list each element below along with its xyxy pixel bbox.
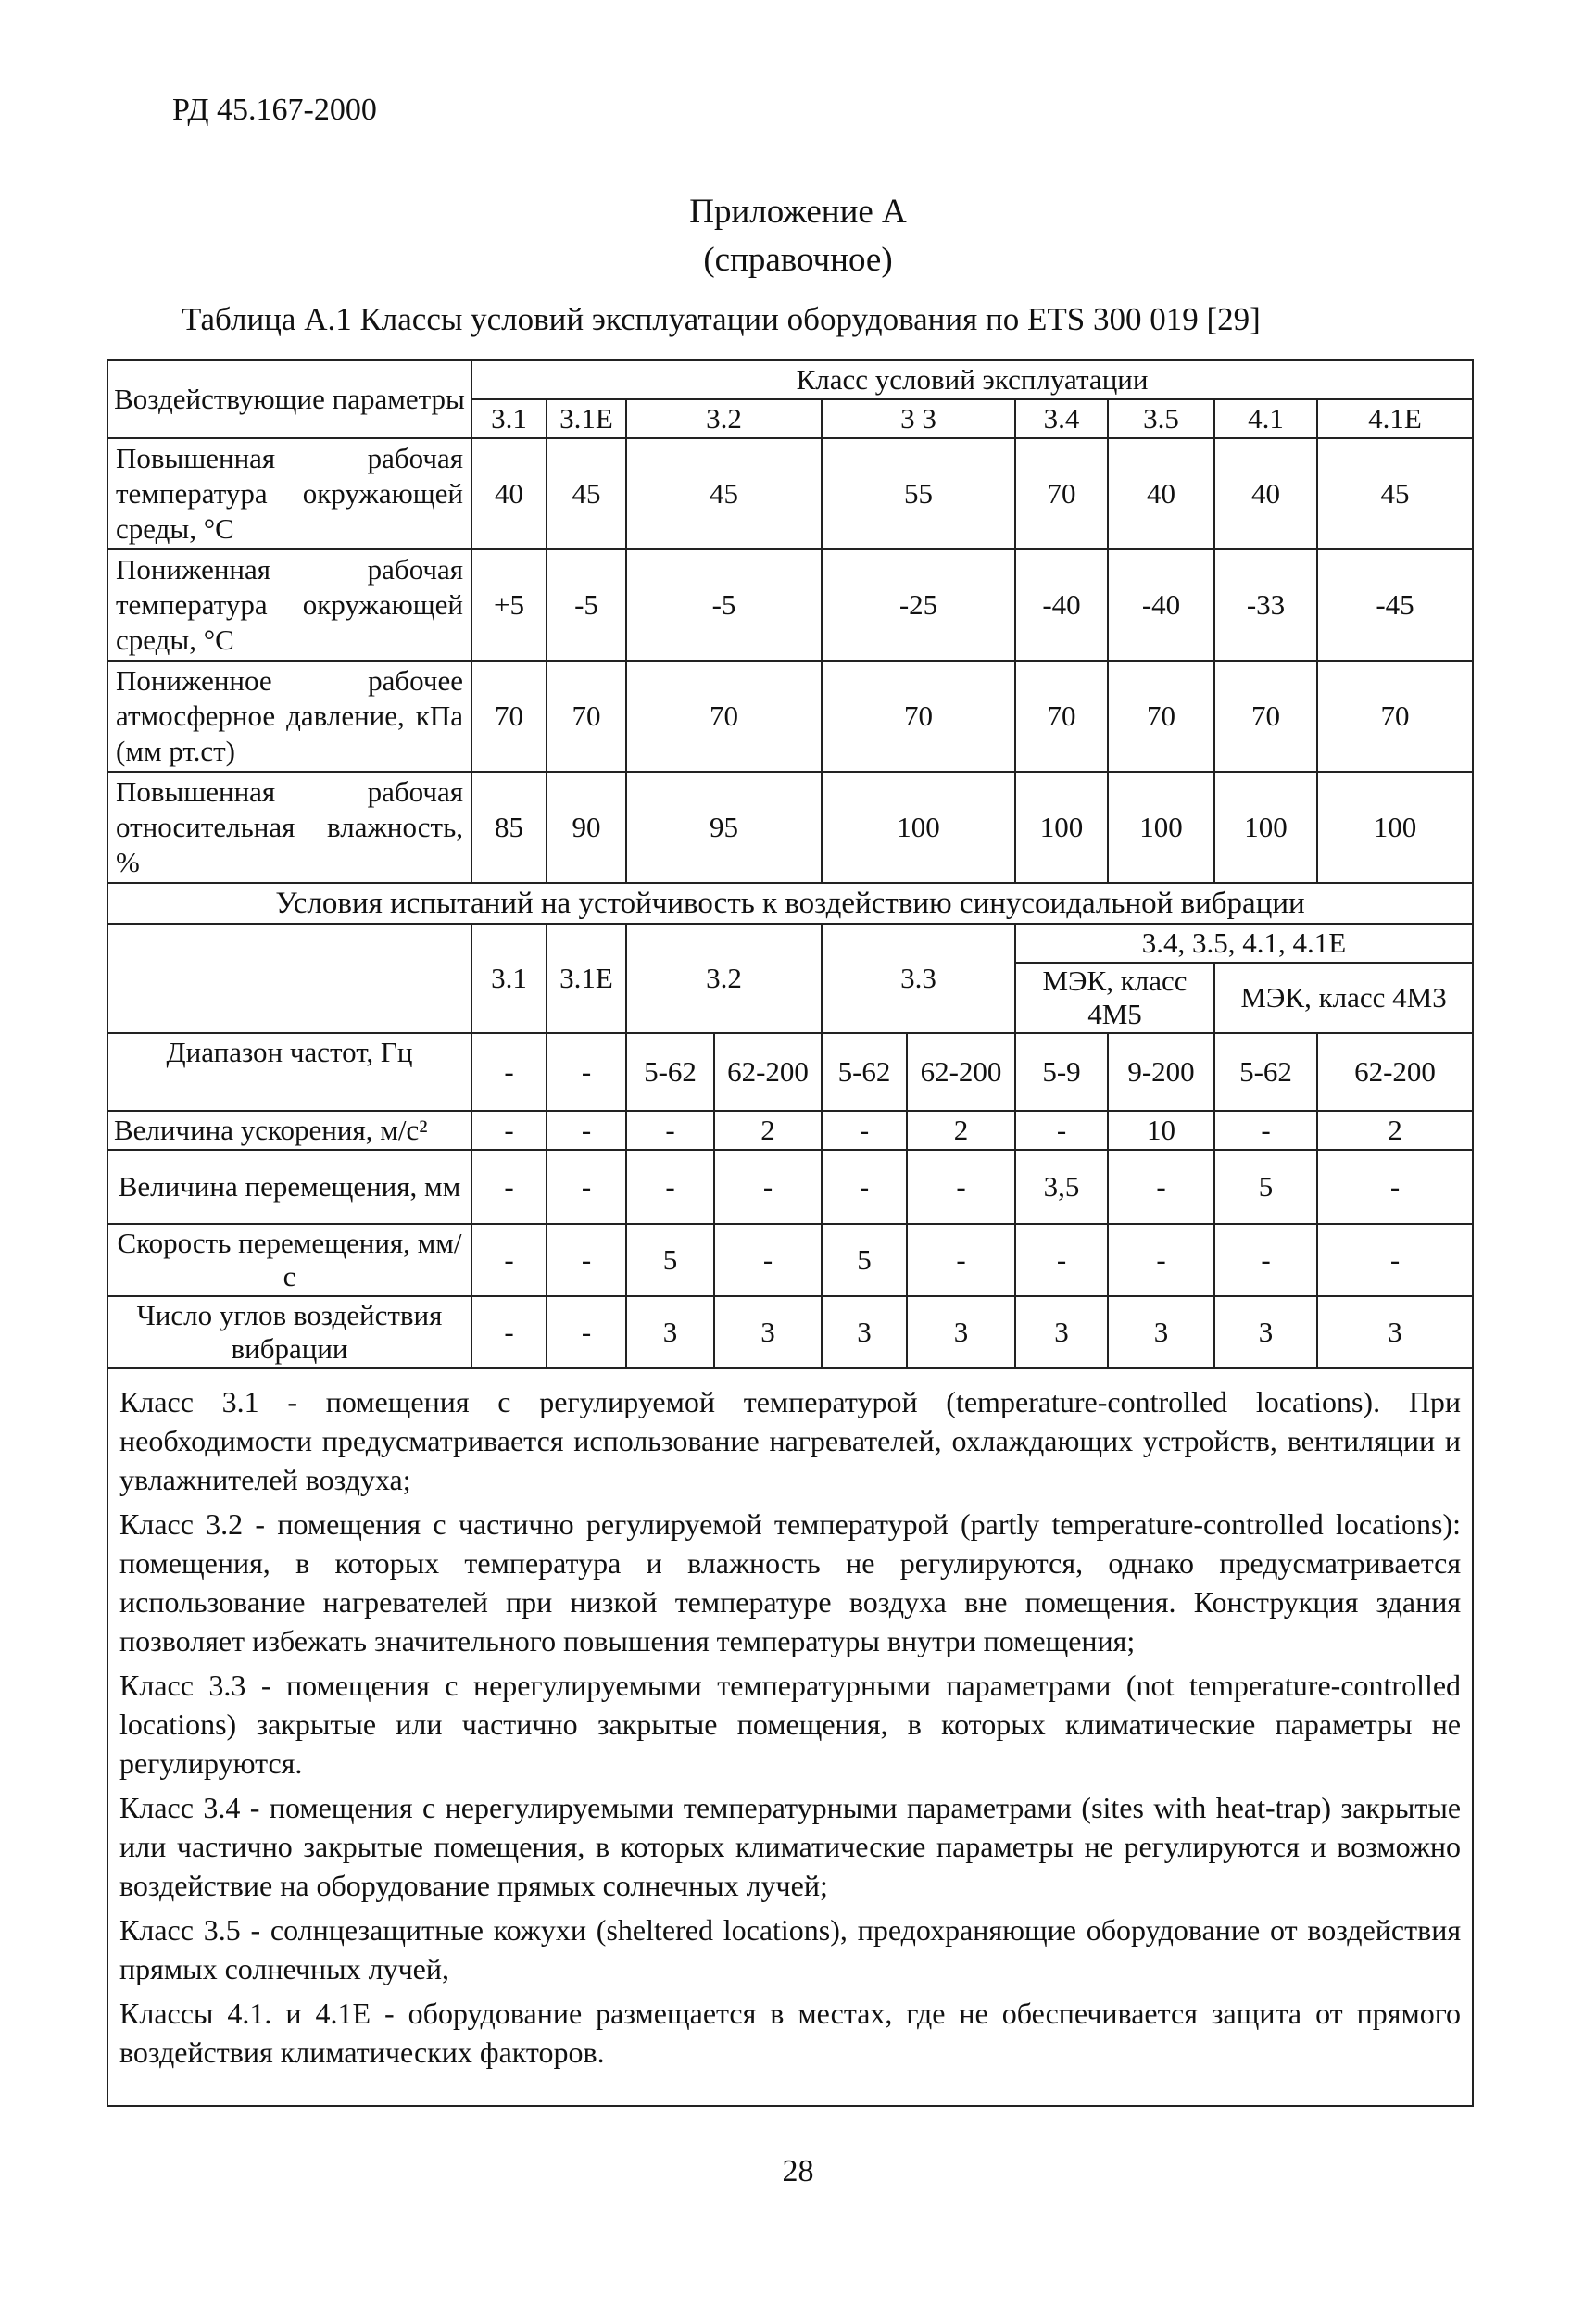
table-cell: -: [822, 1150, 907, 1224]
table-row: [107, 1296, 1473, 1368]
table-cell: 70: [1015, 661, 1108, 772]
table-cell: -: [1317, 1150, 1473, 1224]
table-cell: -: [907, 1224, 1015, 1296]
table-cell: 3: [1317, 1296, 1473, 1368]
param-label: Величина ускорения, м/с²: [107, 1111, 471, 1150]
table-cell: 90: [547, 772, 626, 883]
table-cell: 100: [1317, 772, 1473, 883]
table-row: [107, 772, 1473, 883]
table-cell: 100: [1015, 772, 1108, 883]
class-code: 3.4: [1015, 399, 1108, 438]
empty-header-cell: [107, 924, 471, 1033]
table-cell: 40: [471, 438, 547, 549]
table-cell: -33: [1214, 549, 1317, 661]
table-cell: -: [1015, 1111, 1108, 1150]
table-cell: 62-200: [1317, 1033, 1473, 1111]
table-row: [107, 1224, 1473, 1296]
vibration-header-row: [107, 924, 1473, 963]
class-code: 3.5: [1108, 399, 1214, 438]
classes-table: [107, 359, 1474, 2107]
table-cell: -: [547, 1111, 626, 1150]
table-cell: -5: [626, 549, 822, 661]
table-cell: 70: [1015, 438, 1108, 549]
table-cell: 5-9: [1015, 1033, 1108, 1111]
param-label: Повышенная рабочая температура окружающей среды, °C: [107, 438, 471, 549]
note-class-3-2: Класс 3.2 - помещения с частично регулируемой температурой (partly temperature-controlled locations): помещения, в которых температура и влажность не регулируются, однако предусматривается использование нагревателей при низкой температуре воздуха вне помещения. Конструкция здания позволяет избежать значительного повышения температуры внутри помещения;: [119, 1507, 1462, 1657]
table-cell: 3: [714, 1296, 822, 1368]
table-row: [107, 661, 1473, 772]
table-cell: -: [471, 1033, 547, 1111]
table-caption: Таблица А.1 Классы условий эксплуатации оборудования по ETS 300 019 [29]: [182, 301, 1261, 337]
param-label: Диапазон частот, Гц: [107, 1033, 471, 1111]
table-cell: -: [1214, 1224, 1317, 1296]
table-cell: -: [471, 1150, 547, 1224]
table-cell: 5: [626, 1224, 714, 1296]
table-cell: -25: [822, 549, 1015, 661]
param-label: Число углов воздействия вибрации: [107, 1296, 471, 1368]
table-cell: 62-200: [907, 1033, 1015, 1111]
table-cell: 45: [547, 438, 626, 549]
table-cell: -45: [1317, 549, 1473, 661]
table-cell: 70: [547, 661, 626, 772]
class-code: 3.1: [471, 399, 547, 438]
table-cell: -: [1108, 1224, 1214, 1296]
class-code: 3 3: [822, 399, 1015, 438]
vibration-section-row: [107, 883, 1473, 924]
vibration-section-title: Условия испытаний на устойчивость к воздействию синусоидальной вибрации: [107, 883, 1473, 924]
class-code: 3.2: [626, 399, 822, 438]
table-cell: 5-62: [1214, 1033, 1317, 1111]
table-cell: -: [822, 1111, 907, 1150]
table-cell: -: [714, 1224, 822, 1296]
table-cell: +5: [471, 549, 547, 661]
param-label: Пониженное рабочее атмосферное давление, кПа (мм рт.ст): [107, 661, 471, 772]
table-cell: 95: [626, 772, 822, 883]
appendix-title: Приложение А: [689, 193, 907, 231]
table-cell: -40: [1015, 549, 1108, 661]
table-cell: 100: [822, 772, 1015, 883]
table-cell: 100: [1108, 772, 1214, 883]
table-cell: 3: [1108, 1296, 1214, 1368]
class-code: 4.1E: [1317, 399, 1473, 438]
param-label: Величина перемещения, мм: [107, 1150, 471, 1224]
class-code: 4.1: [1214, 399, 1317, 438]
table-cell: -: [547, 1224, 626, 1296]
table-cell: -: [471, 1224, 547, 1296]
note-class-3-4: Класс 3.4 - помещения с нерегулируемыми температурными параметрами (sites with heat-trap) закрытые или частично закрытые помещения, в которых климатические параметры не регулируются и возможно воздействие на оборудование прямых солнечных лучей;: [119, 1791, 1462, 1902]
table-cell: 62-200: [714, 1033, 822, 1111]
param-label: Скорость перемещения, мм/с: [107, 1224, 471, 1296]
table-cell: -: [471, 1111, 547, 1150]
param-header: Воздействующие параметры: [107, 360, 471, 438]
class-code: 3.3: [822, 924, 1015, 1033]
table-cell: 85: [471, 772, 547, 883]
table-cell: 45: [626, 438, 822, 549]
table-cell: -: [1317, 1224, 1473, 1296]
table-cell: -: [1214, 1111, 1317, 1150]
iec-class-4m5: МЭК, класс 4М5: [1015, 963, 1214, 1033]
table-row: [107, 1111, 1473, 1150]
class-code: 3.1E: [547, 399, 626, 438]
table-cell: 3: [822, 1296, 907, 1368]
note-class-3-3: Класс 3.3 - помещения с нерегулируемыми температурными параметрами (not temperature-controlled locations) закрытые или частично закрытые помещения, в которых климатические параметры не регулируются.: [119, 1669, 1462, 1780]
table-cell: -: [547, 1150, 626, 1224]
table-cell: 2: [1317, 1111, 1473, 1150]
group-header: 3.4, 3.5, 4.1, 4.1E: [1015, 924, 1473, 963]
table-cell: 9-200: [1108, 1033, 1214, 1111]
table-cell: 2: [714, 1111, 822, 1150]
table-cell: 3: [907, 1296, 1015, 1368]
table-cell: 3: [1214, 1296, 1317, 1368]
table-cell: -5: [547, 549, 626, 661]
note-class-3-5: Класс 3.5 - солнцезащитные кожухи (sheltered locations), предохраняющие оборудование от воздействия прямых солнечных лучей,: [119, 1913, 1462, 1985]
table-cell: -: [547, 1033, 626, 1111]
table-cell: 55: [822, 438, 1015, 549]
table-cell: 3: [1015, 1296, 1108, 1368]
table-cell: 100: [1214, 772, 1317, 883]
table-cell: 70: [822, 661, 1015, 772]
table-cell: -: [1015, 1224, 1108, 1296]
appendix-heading: [0, 188, 1596, 284]
table-row: [107, 438, 1473, 549]
table-cell: 70: [1317, 661, 1473, 772]
document-number: РД 45.167-2000: [172, 93, 377, 127]
class-notes: [107, 1368, 1473, 2106]
iec-class-4m3: МЭК, класс 4М3: [1214, 963, 1473, 1033]
notes-row: [107, 1368, 1473, 2106]
appendix-subtitle: (справочное): [703, 241, 893, 279]
table-cell: -: [547, 1296, 626, 1368]
class-header: Класс условий эксплуатации: [471, 360, 1473, 399]
class-code: 3.1E: [547, 924, 626, 1033]
table-cell: 3,5: [1015, 1150, 1108, 1224]
table-cell: 3: [626, 1296, 714, 1368]
table-cell: 5-62: [822, 1033, 907, 1111]
table-cell: -: [907, 1150, 1015, 1224]
page-number: 28: [782, 2154, 814, 2188]
table-cell: 70: [471, 661, 547, 772]
table-cell: -: [714, 1150, 822, 1224]
table-cell: 40: [1108, 438, 1214, 549]
table-cell: 45: [1317, 438, 1473, 549]
class-code: 3.1: [471, 924, 547, 1033]
classes-table-wrapper: [107, 359, 1472, 2107]
table-cell: -: [1108, 1150, 1214, 1224]
table-cell: 40: [1214, 438, 1317, 549]
table-cell: -: [626, 1111, 714, 1150]
param-label: Пониженная рабочая температура окружающей среды, °C: [107, 549, 471, 661]
table-cell: 10: [1108, 1111, 1214, 1150]
table-row: [107, 1033, 1473, 1111]
note-class-4-1: Классы 4.1. и 4.1E - оборудование размещается в местах, где не обеспечивается защита от прямого воздействия климатических факторов.: [119, 1997, 1462, 2069]
table-cell: 2: [907, 1111, 1015, 1150]
table-row: [107, 549, 1473, 661]
table-header-row: [107, 360, 1473, 399]
note-class-3-1: Класс 3.1 - помещения с регулируемой температурой (temperature-controlled locations). При необходимости предусматривается использование нагревателей, охлаждающих устройств, вентиляции и увлажнителей воздуха;: [119, 1385, 1462, 1496]
table-cell: -: [471, 1296, 547, 1368]
table-cell: -40: [1108, 549, 1214, 661]
table-cell: 5-62: [626, 1033, 714, 1111]
table-cell: 5: [822, 1224, 907, 1296]
class-code: 3.2: [626, 924, 822, 1033]
table-cell: 70: [626, 661, 822, 772]
table-cell: 70: [1214, 661, 1317, 772]
table-cell: 5: [1214, 1150, 1317, 1224]
param-label: Повышенная рабочая относительная влажность, %: [107, 772, 471, 883]
table-row: [107, 1150, 1473, 1224]
table-cell: -: [626, 1150, 714, 1224]
table-cell: 70: [1108, 661, 1214, 772]
